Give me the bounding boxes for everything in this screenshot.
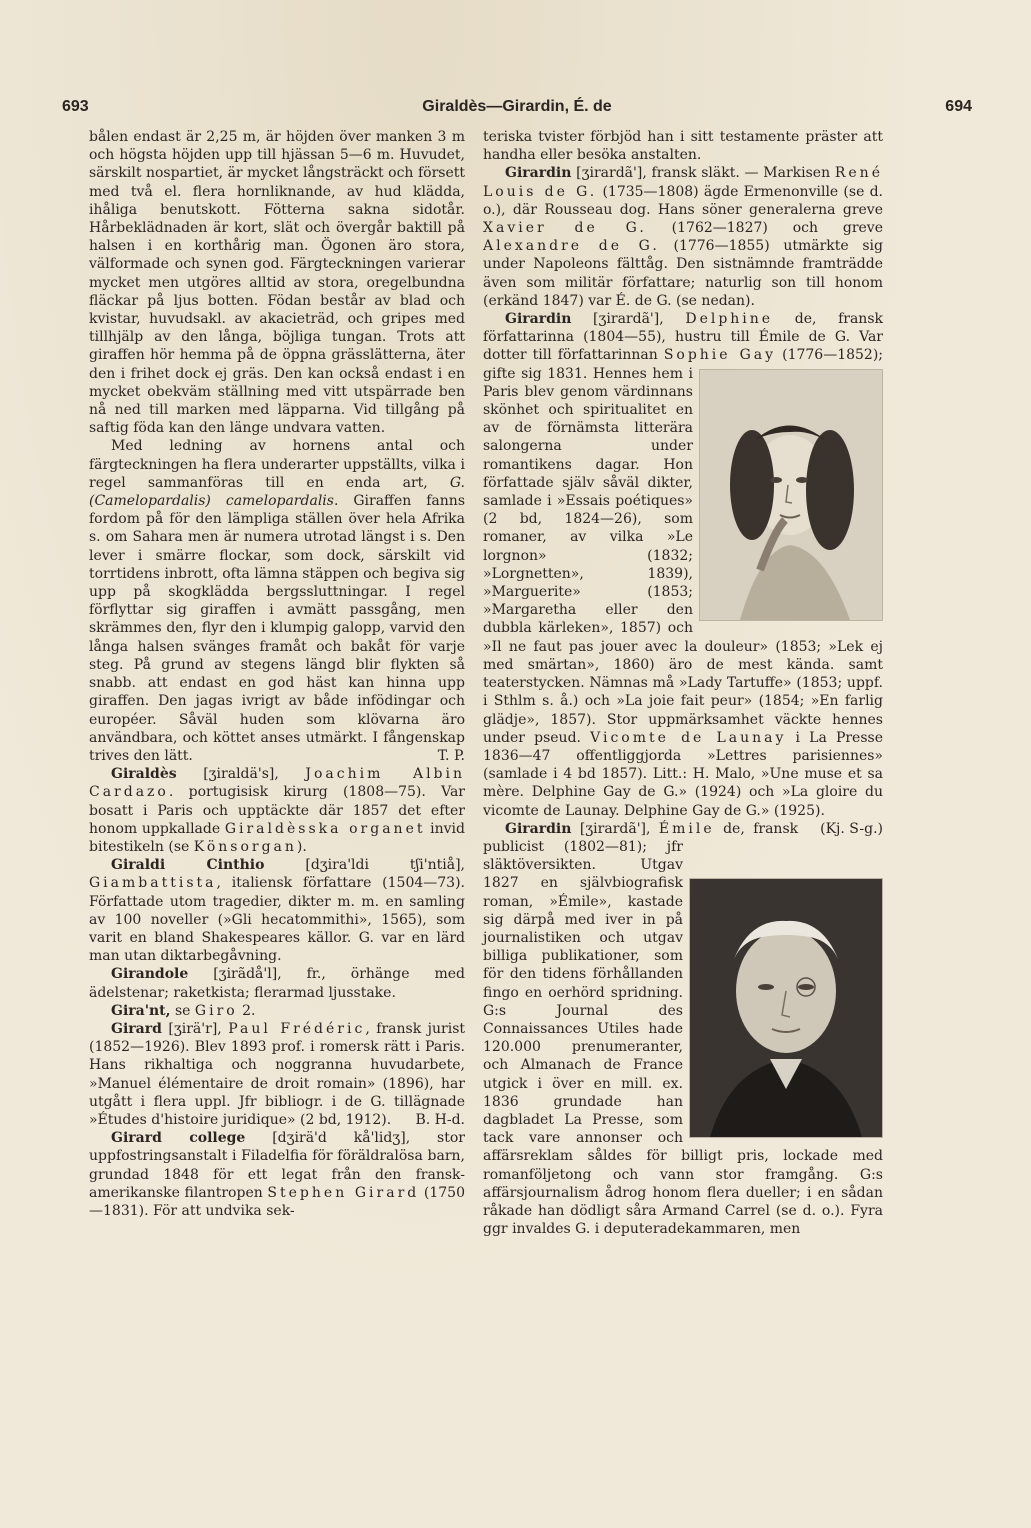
page-number-right: 694 [945,98,972,115]
author-signature: B. H-d. [415,1111,465,1128]
author-signature: (Kj. S-g.) [820,820,883,837]
person-name: René Louis de G. [483,165,883,200]
page-number-left: 693 [62,98,89,115]
entry-girardin-family [483,164,883,310]
headword: Girandole [111,966,189,983]
headword: Girardin [505,820,572,837]
headword: Girardin [505,311,572,328]
page-title: Giraldès—Girardin, É. de [422,98,612,115]
text: . Giraffen fanns fordom på för den lämpliga ställen över hela Afrika s. om Sahara men är numera utrotad längst i s. Den lever i smärre flockar, som dock, särskilt vid torrtidens inbrott, ofta lämna stäppen och begiva sig upp på skogklädda bergssluttningar. I regel förflyttar sig giraffen i avmätt passgång, men skrämmes den, flyr den i klumpig galopp, varvid den långa halsen svänges framåt och bakåt för varje steg. På grund av stegens längd blir flykten så snabb. att endast en god häst kan hinna upp giraffen. Den jagas ivrigt av både infödingar och européer. Såväl huden som klövarna äro användbara, och köttet anses utmärkt. I fångenskap trives den lätt. [89,493,465,764]
text: , fransk jurist (1852—1926). Blev 1893 prof. i romersk rätt i Paris. Hans rikhaltiga och noggranna huvudarbete, »Manuel élémentaire de droit romain» (1896), har utgått i flera uppl. Jfr bibliogr. i de G. tillägnade »Études d'histoire juridique» (2 bd, 1912). [89,1020,466,1128]
text: ). [296,838,307,855]
entry-girant [89,1002,465,1020]
person-name: Xavier de G. [483,220,647,237]
entry-girardin-emile [483,820,883,1239]
right-column [483,128,883,1238]
text: de, fransk författarinna (1804—55), hustru till Émile de G. Var dotter till författarinnan [483,311,883,364]
person-name: Alexandre de G. [483,238,660,255]
paragraph-continuation: teriska tvister förbjöd han i sitt testamente präster att handha eller besöka anstalten. [483,129,883,164]
text: (1776—1855) utmärkte sig under Napoleons fälttåg. Den sistnämnde framträdde även som militär författare; naturlig son till honom (erkänd 1847) var É. de G. (se nedan). [483,238,883,309]
text: i La Presse 1836—47 offentliggjorda »Lettres parisiennes» (samlade i 4 bd 1857). Litt.: H. Malo, »Une muse et sa mère. Delphine Gay de G.» (1924) och »La gloire du vicomte de Launay. Delphine Gay de G.» (1925). [483,729,883,819]
entry-girard [89,1020,465,1129]
text: [ʒiraldä's], [176,766,306,783]
portrait-image [690,879,882,1137]
headword: Giraldès [111,766,177,783]
text: [ʒirä'r], [161,1020,229,1037]
headword: Girard college [111,1130,246,1147]
cross-reference: Giro [194,1002,238,1019]
entry-girardin-delphine [483,310,884,837]
person-name: Sophie Gay [663,347,777,364]
left-column [89,128,465,1220]
text: (1762—1827) och greve [646,220,883,237]
text: (1750—1831). För att undvika sek- [89,1184,465,1219]
entry-girandole [89,965,465,1001]
paragraph-giraffe-subspecies [89,437,465,765]
entry-giraldi-cinthio [89,856,465,965]
headword: Gira'nt, [111,1002,171,1019]
portrait-image [700,370,882,620]
text: [ʒirardã'], fransk släkt. — Markisen [571,165,835,182]
text: Med ledning av hornens antal och färgteckningen ha flera underarter uppställts, vilka i regel sammanföras till en enda art, [89,438,465,491]
text: 2. [237,1002,256,1019]
person-name: Stephen Girard [267,1184,420,1201]
running-head [62,98,972,122]
person-name: Joachim Albin Cardazo [89,766,466,801]
text: , italiensk författare (1504—73). Författade utom tragedier, dikter m. m. en samling av 100 noveller (»Gli hecatommithi», 1565), som varit en bland Shakespeares källor. G. var en lärd man utan diktarbegåvning. [89,875,465,965]
author-signature: T. P. [437,747,465,764]
text: [dʒirä'd kå'lidʒ], stor uppfostringsanstalt i Filadelfia för föräldralösa barn, grundad 1848 för ett legat från den fransk-amerikanske filantropen [89,1130,465,1201]
headword: Giraldi Cinthio [111,857,265,874]
person-name: Giambattista [89,875,217,892]
text: [ʒirãdå'l], fr., örhänge med ädelstenar; raketkista; flerarmad ljusstake. [89,966,465,1001]
text: de, fransk publicist (1802—81); jfr släktöversikten. Utgav 1827 en självbiografisk roman, »Émile», kastade sig därpå med iver in på journalistiken och utgav billiga publikationer, som för den tidens förhållanden fingo en oerhörd spridning. G:s Journal des Connaissances Utiles hade 120.000 prenumeranter, och Almanach de France utgick i över en mill. ex. 1836 grundade han dagbladet La Presse, som tack vare annonser och affärsreklam såldes för billigt pris, lockade med romanföljetong och vann stor framgång. G:s affärsjournalism ådrog honom flera dueller; i en sådan råkade han dödligt såra Armand Carrel (se d. o.). Fyra ggr invaldes G. i deputeradekammaren, men [483,820,883,1238]
headword: Girardin [505,165,572,182]
entry-girard-college [89,1129,465,1220]
paragraph-giraffe-description: bålen endast är 2,25 m, är höjden över manken 3 m och högsta höjden upp till hjässan 5—6 m. Huvudet, särskilt nospartiet, är mycket långsträckt och försett med två el. flera hornliknande, av hud klädda, ihåliga benutskott. Fötterna sakna sidotår. Hårbeklädnaden är kort, slät och övergår baktill på halsen i en korthårig man. Ögonen äro stora, välformade och synen god. Färgteckningen varierar mycket men utgöres alltid av stora, oregelbundna fläckar på ljus botten. Födan består av blad och kvistar, huvudsakl. av akacieträd, och gripes med tillhjälp av den långa, böjliga tungan. Trots att giraffen hör hemma på de öppna grässlätterna, äter den i frihet dock ej gräs. Den kan också endast i en mycket obekväm ställning med vitt utspärrade ben nå ned till marken med läpparna. Vid tillgång på saftig föda kan den länge undvara vatten. [89,129,465,437]
cross-reference: Könsorgan [193,838,297,855]
portrait-of-emile-de-girardin [689,878,883,1138]
species-name: G. (Camelopardalis) camelopardalis [89,474,465,510]
headword: Girard [111,1020,162,1037]
text: se [170,1002,195,1019]
person-name: Paul Frédéric [228,1020,366,1037]
text: [ʒirardã'], [571,311,686,328]
person-name: Émile [658,820,715,837]
text: [ʒirardã'], [571,820,659,837]
entry-giraldes [89,765,465,856]
text: (1735—1808) ägde Ermenonville (se d. o.), där Rousseau dog. Hans söner generalerna greve [483,183,883,218]
text: invid bitestikeln (se [89,820,465,855]
text: (1776—1852); gifte sig 1831. Hennes hem i Paris blev genom värdinnans skönhet och spiritualitet en av de förnämsta litterära salongerna under romantikens dagar. Hon författade själv såväl dikter, samlade i »Essais poétiques» (2 bd, 1824—26), som romaner, av vilka »Le lorgnon» (1832; »Lorgnetten», 1839), »Marguerite» (1853; »Margaretha eller den dubbla kärleken», 1857) och »Il ne faut pas jouer avec la douleur» (1853; »Lek ej med smärtan», 1860) äro de mest kända. samt teaterstycken. Nämnas må »Lady Tartuffe» (1853; uppf. i Sthlm s. å.) och »La joie fait peur» (1854; »En farlig glädje», 1857). Stor uppmärksamhet väckte hennes under pseud. [483,347,884,746]
portrait-of-delphine-de-girardin [699,369,883,621]
text: . portugisisk kirurg (1808—75). Var bosatt i Paris och upptäckte där 1857 det efter honom uppkallade [89,784,465,837]
text: [dʒira'ldi tʃi'ntiå], [264,857,466,874]
term: Giraldèsska organet [224,820,426,837]
person-name: Delphine [685,311,774,328]
pseudonym: Vicomte de Launay [590,729,787,746]
